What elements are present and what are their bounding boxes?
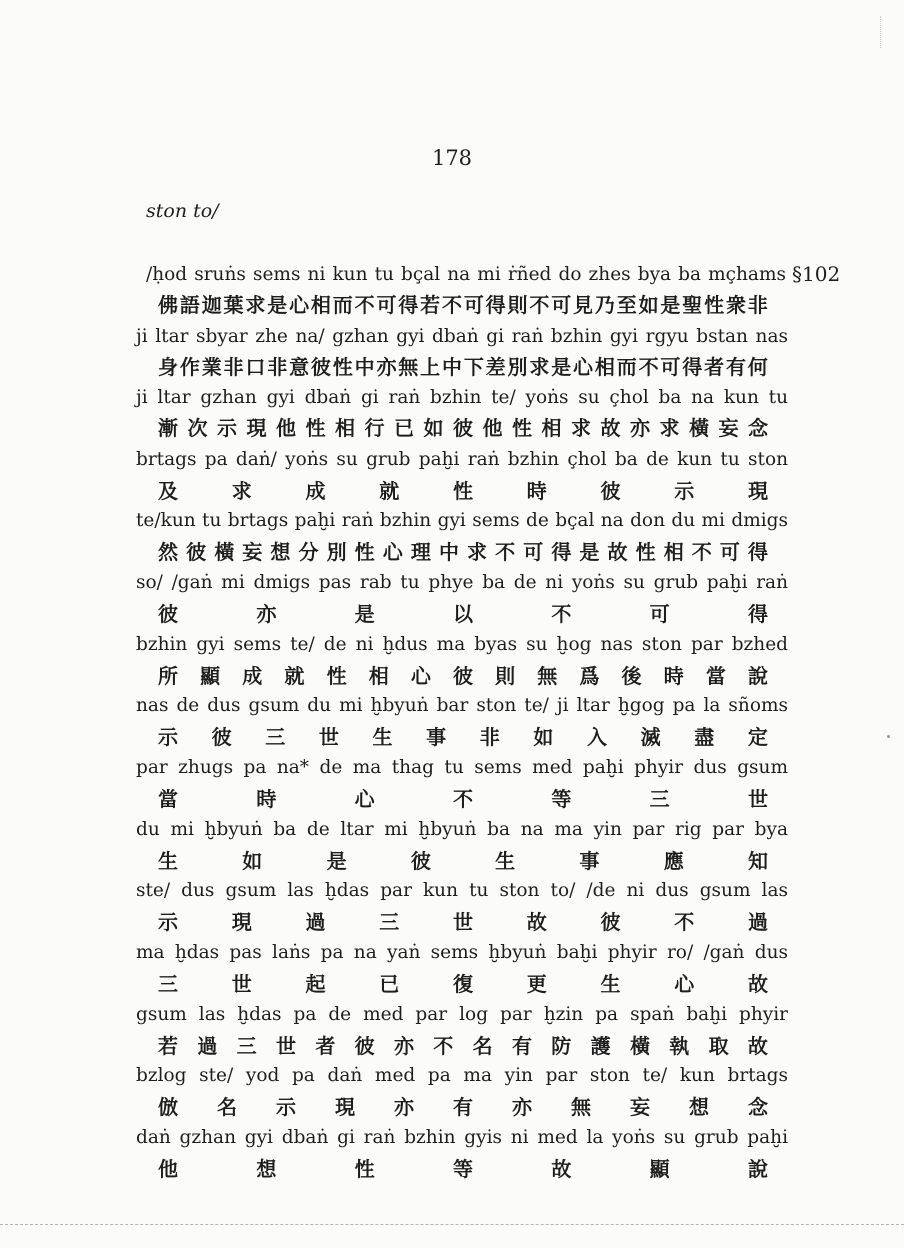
chinese-char: 得 (747, 540, 768, 564)
chinese-char: 執 (669, 1034, 690, 1058)
chinese-char: 彼 (310, 355, 331, 379)
chinese-char: 可 (376, 293, 397, 317)
chinese-char: 至 (616, 293, 637, 317)
chinese-char: 身 (158, 355, 178, 379)
chinese-char: 世 (231, 972, 252, 996)
chinese-char: 非 (267, 355, 288, 379)
chinese-char: 求 (529, 355, 550, 379)
chinese-char: 顯 (200, 664, 221, 688)
chinese-char: 定 (747, 725, 768, 749)
chinese-char: 世 (747, 787, 768, 811)
chinese-char: 心 (674, 972, 695, 996)
chinese-char: 不 (495, 540, 516, 564)
chinese-char: 彼 (410, 849, 431, 873)
chinese-char: 性 (326, 664, 347, 688)
chinese-char: 過 (197, 1034, 218, 1058)
chinese-char: 口 (245, 355, 266, 379)
chinese-line (158, 1156, 768, 1182)
chinese-char: 時 (526, 479, 547, 503)
chinese-char: 相 (541, 416, 562, 440)
chinese-char: 不 (433, 1034, 454, 1058)
chinese-char: 漸 (158, 416, 178, 440)
chinese-char: 時 (663, 664, 684, 688)
chinese-char: 中 (438, 540, 459, 564)
chinese-char: 事 (579, 849, 600, 873)
chinese-char: 心 (573, 355, 594, 379)
chinese-char: 心 (382, 540, 403, 564)
tibetan-line: ji ltar sbyar zhe na/ gzhan gyi dbaṅ gi raṅ bzhin gyi rgyu bstan nas (136, 326, 788, 347)
page-bottom-edge (0, 1224, 904, 1225)
chinese-line (158, 1094, 768, 1120)
chinese-char: 說 (747, 1157, 768, 1181)
tibetan-line: ji ltar gzhan gyi dbaṅ gi raṅ bzhin te/ yoṅs su çhol ba na kun tu (136, 387, 788, 408)
chinese-char: 三 (236, 1034, 257, 1058)
chinese-char: 現 (231, 910, 252, 934)
chinese-char: 妄 (718, 416, 739, 440)
chinese-char: 倣 (158, 1095, 178, 1119)
chinese-char: 盡 (694, 725, 715, 749)
chinese-char: 有 (511, 1034, 532, 1058)
chinese-char: 者 (315, 1034, 336, 1058)
chinese-char: 佛 (158, 293, 178, 317)
chinese-char: 彼 (600, 910, 621, 934)
tibetan-line: ma ḫdas pas laṅs pa na yaṅ sems ḫbyuṅ baḫi phyir ro/ /gaṅ dus (136, 942, 788, 963)
tibetan-line: gsum las ḫdas pa de med par log par ḫzin pa spaṅ baḫi phyir (136, 1004, 788, 1025)
chinese-char: 事 (426, 725, 447, 749)
chinese-char: 不 (529, 293, 550, 317)
chinese-char: 亦 (256, 602, 277, 626)
chinese-char: 不 (691, 540, 712, 564)
chinese-char: 性 (305, 416, 326, 440)
tibetan-line: bzlog ste/ yod pa daṅ med pa ma yin par ston te/ kun brtags (136, 1065, 788, 1086)
chinese-char: 已 (394, 416, 414, 440)
chinese-char: 心 (289, 293, 310, 317)
chinese-char: 當 (705, 664, 726, 688)
chinese-char: 現 (335, 1095, 355, 1119)
chinese-char: 求 (245, 293, 266, 317)
chinese-char: 者 (704, 355, 725, 379)
chinese-char: 世 (275, 1034, 296, 1058)
chinese-char: 故 (551, 1157, 572, 1181)
chinese-char: 得 (682, 355, 703, 379)
chinese-char: 示 (674, 479, 695, 503)
chinese-char: 葉 (223, 293, 244, 317)
chinese-char: 滅 (640, 725, 661, 749)
chinese-char: 而 (332, 293, 353, 317)
chinese-char: 彼 (186, 540, 207, 564)
chinese-line (158, 786, 768, 812)
chinese-line (158, 415, 768, 441)
chinese-char: 性 (635, 540, 656, 564)
chinese-char: 亦 (512, 1095, 532, 1119)
chinese-char: 說 (747, 664, 768, 688)
chinese-char: 然 (158, 540, 178, 564)
chinese-char: 示 (158, 725, 178, 749)
chinese-char: 他 (158, 1157, 178, 1181)
chinese-char: 理 (410, 540, 431, 564)
chinese-char: 現 (246, 416, 267, 440)
chinese-char: 行 (364, 416, 385, 440)
tibetan-line: nas de dus gsum du mi ḫbyuṅ bar ston te/ ji ltar ḫgog pa la sñoms (136, 695, 788, 716)
chinese-char: 現 (748, 479, 768, 503)
chinese-char: 意 (289, 355, 310, 379)
chinese-char: 故 (607, 540, 628, 564)
chinese-char: 他 (482, 416, 503, 440)
chinese-char: 橫 (629, 1034, 650, 1058)
chinese-char: 起 (305, 972, 326, 996)
chinese-char: 彼 (452, 664, 473, 688)
chinese-char: 求 (571, 416, 591, 440)
chinese-char: 求 (467, 540, 488, 564)
tibetan-line: daṅ gzhan gyi dbaṅ gi raṅ bzhin gyis ni med la yoṅs su grub paḫi (136, 1127, 788, 1148)
chinese-char: 得 (485, 293, 506, 317)
chinese-char: 就 (284, 664, 305, 688)
chinese-char: 無 (398, 355, 419, 379)
chinese-char: 性 (704, 293, 725, 317)
tibetan-line: du mi ḫbyuṅ ba de ltar mi ḫbyuṅ ba na ma yin par rig par bya (136, 819, 788, 840)
chinese-char: 已 (379, 972, 400, 996)
chinese-char: 有 (725, 355, 746, 379)
chinese-char: 性 (453, 479, 473, 503)
chinese-char: 三 (265, 725, 286, 749)
chinese-char: 語 (179, 293, 200, 317)
chinese-char: 橫 (689, 416, 709, 440)
margin-speck (887, 735, 890, 738)
chinese-char: 彼 (600, 479, 621, 503)
chinese-char: 故 (747, 1034, 768, 1058)
chinese-char: 不 (452, 787, 473, 811)
chinese-char: 業 (201, 355, 222, 379)
chinese-char: 彼 (453, 416, 473, 440)
chinese-char: 得 (551, 540, 572, 564)
chinese-line (158, 663, 768, 689)
chinese-char: 示 (217, 416, 237, 440)
chinese-line (158, 601, 768, 627)
chinese-char: 如 (242, 849, 263, 873)
chinese-char: 生 (158, 849, 178, 873)
chinese-char: 等 (452, 1157, 473, 1181)
chinese-char: 而 (616, 355, 637, 379)
tibetan-line: so/ /gaṅ mi dmigs pas rab tu phye ba de ni yoṅs su grub paḫi raṅ (136, 572, 788, 593)
chinese-char: 故 (748, 972, 768, 996)
tibetan-line: /ḥod sruṅs sems ni kun tu bçal na mi ṙñed do zhes bya ba mçhams (146, 264, 786, 285)
chinese-char: 相 (335, 416, 355, 440)
chinese-char: 別 (326, 540, 347, 564)
chinese-char: 所 (158, 664, 178, 688)
chinese-line (158, 539, 768, 565)
chinese-char: 彼 (354, 1034, 375, 1058)
chinese-char: 彼 (158, 602, 178, 626)
chinese-char: 上 (420, 355, 441, 379)
chinese-char: 可 (523, 540, 544, 564)
chinese-char: 成 (242, 664, 263, 688)
chinese-char: 求 (659, 416, 680, 440)
chinese-char: 生 (495, 849, 516, 873)
chinese-char: 不 (441, 293, 462, 317)
chinese-char: 過 (305, 910, 326, 934)
chinese-char: 心 (410, 664, 431, 688)
chinese-char: 示 (158, 910, 178, 934)
chinese-char: 是 (660, 293, 681, 317)
chinese-char: 是 (579, 540, 600, 564)
chinese-char: 防 (551, 1034, 572, 1058)
chinese-char: 三 (649, 787, 670, 811)
chinese-char: 知 (747, 849, 768, 873)
scan-corner-mark (880, 16, 895, 48)
chinese-char: 護 (590, 1034, 611, 1058)
chinese-char: 當 (158, 787, 178, 811)
chinese-char: 則 (495, 664, 516, 688)
chinese-char: 相 (594, 355, 615, 379)
chinese-char: 無 (537, 664, 558, 688)
chinese-char: 故 (600, 416, 621, 440)
page-number: 178 (431, 146, 473, 170)
chinese-char: 是 (267, 293, 288, 317)
chinese-char: 故 (526, 910, 547, 934)
chinese-char: 性 (332, 355, 353, 379)
chinese-char: 生 (372, 725, 393, 749)
chinese-char: 心 (354, 787, 375, 811)
chinese-char: 相 (663, 540, 684, 564)
chinese-char: 取 (708, 1034, 729, 1058)
section-mark: §102 (792, 262, 841, 286)
chinese-char: 是 (551, 355, 572, 379)
chinese-line (158, 478, 768, 504)
chinese-char: 中 (441, 355, 462, 379)
chinese-char: 名 (472, 1034, 493, 1058)
chinese-char: 得 (398, 293, 419, 317)
chinese-char: 彼 (211, 725, 232, 749)
chinese-char: 三 (379, 910, 400, 934)
chinese-char: 想 (256, 1157, 277, 1181)
chinese-char: 非 (479, 725, 500, 749)
chinese-char: 衆 (725, 293, 746, 317)
chinese-char: 見 (573, 293, 594, 317)
chinese-char: 亦 (630, 416, 650, 440)
chinese-char: 念 (748, 1095, 768, 1119)
chinese-char: 差 (485, 355, 506, 379)
chinese-line (158, 1033, 768, 1059)
chinese-char: 爲 (579, 664, 600, 688)
chinese-char: 時 (256, 787, 277, 811)
tibetan-line: brtags pa daṅ/ yoṅs su grub paḫi raṅ bzhin çhol ba de kun tu ston (136, 449, 788, 470)
chinese-char: 有 (453, 1095, 473, 1119)
chinese-char: 相 (368, 664, 389, 688)
chinese-char: 亦 (376, 355, 397, 379)
chinese-char: 是 (326, 849, 347, 873)
chinese-char: 不 (674, 910, 695, 934)
chinese-char: 不 (354, 293, 375, 317)
chinese-char: 如 (423, 416, 444, 440)
chinese-char: 想 (270, 540, 291, 564)
chinese-line (158, 724, 768, 750)
chinese-char: 非 (747, 293, 768, 317)
chinese-char: 等 (551, 787, 572, 811)
chinese-char: 橫 (214, 540, 235, 564)
chinese-char: 無 (571, 1095, 591, 1119)
chinese-char: 亦 (393, 1034, 414, 1058)
chinese-char: 別 (507, 355, 528, 379)
chinese-char: 分 (298, 540, 319, 564)
chinese-char: 若 (158, 1034, 178, 1058)
chinese-char: 世 (318, 725, 339, 749)
chinese-char: 迦 (201, 293, 222, 317)
chinese-char: 顯 (649, 1157, 670, 1181)
chinese-line (158, 354, 768, 380)
chinese-char: 求 (231, 479, 252, 503)
chinese-line (158, 909, 768, 935)
chinese-char: 妄 (630, 1095, 650, 1119)
chinese-line (158, 971, 768, 997)
chinese-char: 作 (179, 355, 200, 379)
chinese-char: 應 (663, 849, 684, 873)
chinese-char: 三 (158, 972, 178, 996)
chinese-char: 相 (310, 293, 331, 317)
chinese-char: 非 (223, 355, 244, 379)
chinese-char: 性 (354, 1157, 375, 1181)
chinese-char: 次 (187, 416, 208, 440)
chinese-char: 可 (660, 355, 681, 379)
chinese-char: 可 (551, 293, 572, 317)
chinese-line (158, 292, 768, 318)
chinese-char: 中 (354, 355, 375, 379)
chinese-char: 入 (587, 725, 607, 749)
chinese-char: 更 (526, 972, 547, 996)
chinese-char: 成 (305, 479, 326, 503)
chinese-char: 何 (747, 355, 768, 379)
chinese-char: 後 (621, 664, 642, 688)
chinese-char: 以 (452, 602, 473, 626)
chinese-char: 若 (420, 293, 441, 317)
chinese-char: 過 (748, 910, 768, 934)
chinese-char: 下 (463, 355, 484, 379)
chinese-char: 不 (551, 602, 572, 626)
chinese-char: 生 (600, 972, 621, 996)
chinese-char: 亦 (394, 1095, 414, 1119)
chinese-char: 可 (649, 602, 670, 626)
chinese-char: 性 (354, 540, 375, 564)
chinese-char: 得 (747, 602, 768, 626)
chinese-char: 如 (638, 293, 659, 317)
tibetan-line: te/kun tu brtags paḫi raṅ bzhin gyi sems de bçal na don du mi dmigs (136, 510, 788, 531)
chinese-char: 乃 (594, 293, 615, 317)
chinese-char: 他 (276, 416, 296, 440)
chinese-char: 想 (689, 1095, 709, 1119)
tibetan-line: bzhin gyi sems te/ de ni ḫdus ma byas su ḫog nas ston par bzhed (136, 634, 788, 655)
chinese-char: 性 (512, 416, 532, 440)
chinese-char: 名 (217, 1095, 237, 1119)
chinese-char: 念 (748, 416, 768, 440)
chinese-char: 則 (507, 293, 528, 317)
lead-line: ston to/ (146, 200, 219, 222)
chinese-char: 復 (453, 972, 473, 996)
chinese-char: 世 (453, 910, 473, 934)
chinese-char: 不 (638, 355, 659, 379)
chinese-line (158, 848, 768, 874)
chinese-char: 如 (533, 725, 554, 749)
chinese-char: 聖 (682, 293, 703, 317)
chinese-char: 可 (719, 540, 740, 564)
chinese-char: 是 (354, 602, 375, 626)
chinese-char: 就 (379, 479, 400, 503)
chinese-char: 及 (158, 479, 178, 503)
chinese-char: 可 (463, 293, 484, 317)
chinese-char: 示 (276, 1095, 296, 1119)
tibetan-line: ste/ dus gsum las ḫdas par kun tu ston to/ /de ni dus gsum las (136, 880, 788, 901)
chinese-char: 妄 (242, 540, 263, 564)
tibetan-line: par zhugs pa na* de ma thag tu sems med paḫi phyir dus gsum (136, 757, 788, 778)
